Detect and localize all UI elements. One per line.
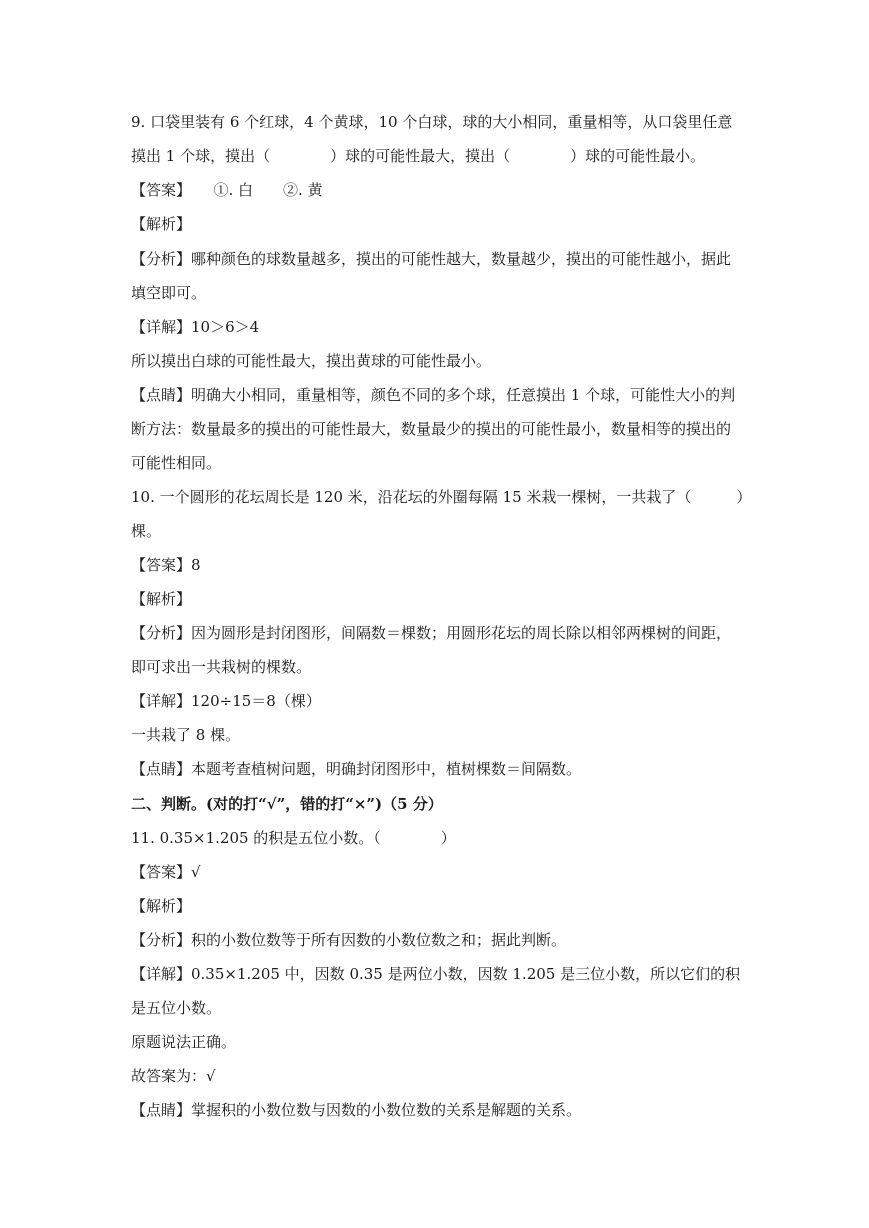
q10-analysis-line-1: 【分析】因为圆形是封闭图形，间隔数＝棵数；用圆形花坛的周长除以相邻两棵树的间距， xyxy=(131,624,732,642)
q9-stem-line-2: 摸出 1 个球，摸出（ ）球的可能性最大，摸出（ ）球的可能性最小。 xyxy=(131,147,706,165)
q11-detail-line-2: 是五位小数。 xyxy=(131,999,222,1017)
q9-analysis-header: 【解析】 xyxy=(131,215,192,233)
q11-analysis-header: 【解析】 xyxy=(131,897,192,915)
q9-stem-line-1: 9. 口袋里装有 6 个红球，4 个黄球，10 个白球，球的大小相同，重量相等，从口袋里任意 xyxy=(131,113,733,131)
q10-detail-line-2: 一共栽了 8 棵。 xyxy=(131,726,241,744)
q9-detail-line-2: 所以摸出白球的可能性最大，摸出黄球的可能性最小。 xyxy=(131,352,492,370)
q10-answer: 【答案】8 xyxy=(131,556,201,574)
q10-detail-line-1: 【详解】120÷15＝8（棵） xyxy=(131,692,321,710)
q11-detail-line-1: 【详解】0.35×1.205 中，因数 0.35 是两位小数，因数 1.205 是三位小数，所以它们的积 xyxy=(131,965,741,983)
q11-answer: 【答案】√ xyxy=(131,863,201,881)
q11-comment: 【点睛】掌握积的小数位数与因数的小数位数的关系是解题的关系。 xyxy=(131,1101,582,1119)
q9-comment-line-2: 断方法：数量最多的摸出的可能性最大，数量最少的摸出的可能性最小，数量相等的摸出的 xyxy=(131,420,732,438)
q11-stem: 11. 0.35×1.205 的积是五位小数。（ ） xyxy=(131,829,456,847)
q10-analysis-line-2: 即可求出一共栽树的棵数。 xyxy=(131,658,312,676)
q9-answer: 【答案】 ①. 白 ②. 黄 xyxy=(131,181,323,199)
q9-detail-line-1: 【详解】10＞6＞4 xyxy=(131,318,260,336)
q11-analysis: 【分析】积的小数位数等于所有因数的小数位数之和；据此判断。 xyxy=(131,931,567,949)
q9-comment-line-1: 【点睛】明确大小相同，重量相等，颜色不同的多个球，任意摸出 1 个球，可能性大小的判 xyxy=(131,386,736,404)
q9-comment-line-3: 可能性相同。 xyxy=(131,454,222,472)
section-2-title: 二、判断。(对的打“√”，错的打“×”)（5 分） xyxy=(131,795,443,813)
q11-detail-line-4: 故答案为：√ xyxy=(131,1067,216,1085)
q10-stem-line-1: 10. 一个圆形的花坛周长是 120 米，沿花坛的外圈每隔 15 米栽一棵树，一共栽了（ ） xyxy=(131,488,752,506)
q10-comment-line-1: 【点睛】本题考查植树问题，明确封闭图形中，植树棵数＝间隔数。 xyxy=(131,760,582,778)
q11-detail-line-3: 原题说法正确。 xyxy=(131,1033,237,1051)
q9-analysis-line-2: 填空即可。 xyxy=(131,284,207,302)
q10-analysis-header: 【解析】 xyxy=(131,590,192,608)
q9-analysis-line-1: 【分析】哪种颜色的球数量越多，摸出的可能性越大，数量越少，摸出的可能性越小，据此 xyxy=(131,250,732,268)
q10-stem-line-2: 棵。 xyxy=(131,522,162,540)
